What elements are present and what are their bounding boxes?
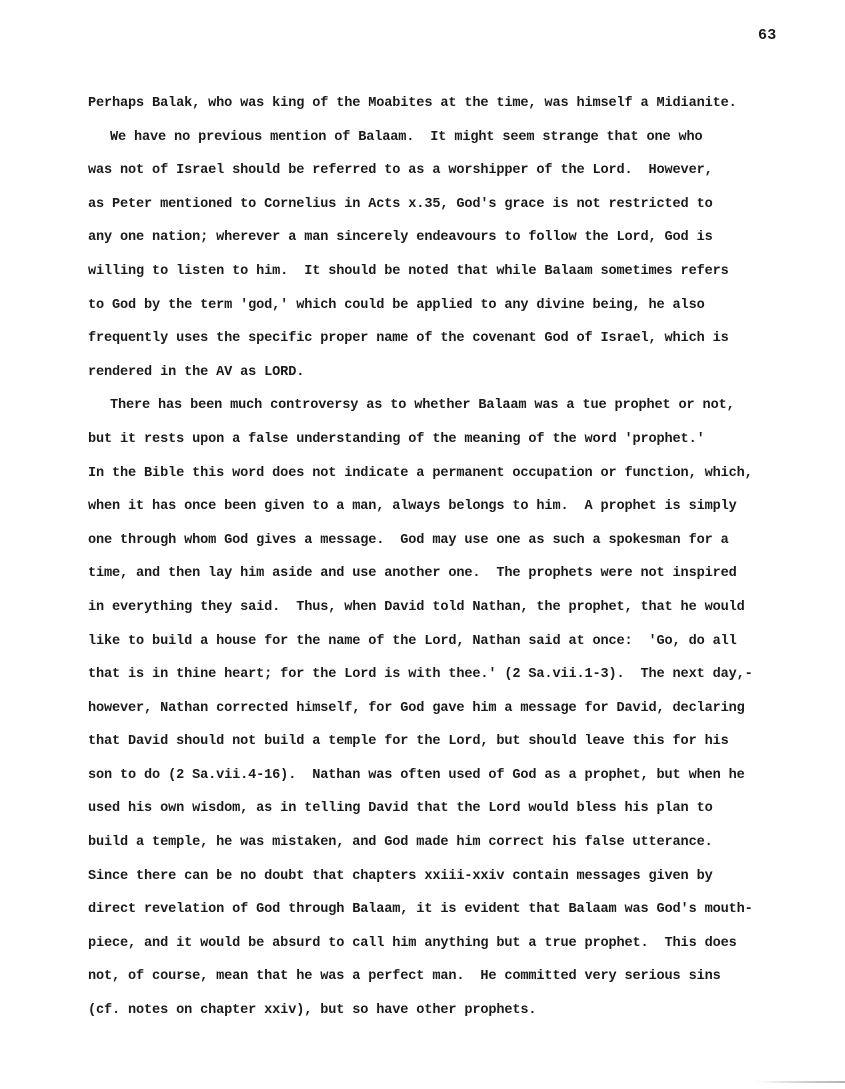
text-line: son to do (2 Sa.vii.4-16). Nathan was often used of God as a prophet, but when he [88, 767, 745, 783]
text-line: like to build a house for the name of the Lord, Nathan said at once: 'Go, do all [88, 633, 737, 649]
text-line: time, and then lay him aside and use another one. The prophets were not inspired [88, 566, 737, 582]
text-line: Perhaps Balak, who was king of the Moabites at the time, was himself a Midianite. [88, 96, 737, 111]
text-line: as Peter mentioned to Cornelius in Acts x.35, God's grace is not restricted to [88, 196, 713, 212]
text-line: In the Bible this word does not indicate a permanent occupation or function, which, [88, 465, 753, 481]
text-line: not, of course, mean that he was a perfect man. He committed very serious sins [88, 969, 721, 985]
text-line: used his own wisdom, as in telling David that the Lord would bless his plan to [88, 801, 713, 817]
text-line: when it has once been given to a man, always belongs to him. A prophet is simply [88, 499, 737, 515]
text-line: one through whom God gives a message. God may use one as such a spokesman for a [88, 532, 729, 548]
text-line: direct revelation of God through Balaam, it is evident that Balaam was God's mouth- [88, 902, 753, 918]
text-line: but it rests upon a false understanding of the meaning of the word 'prophet.' [88, 431, 705, 447]
text-line: that David should not build a temple for the Lord, but should leave this for his [88, 734, 729, 750]
page-number: 63 [758, 27, 777, 44]
text-line: in everything they said. Thus, when David told Nathan, the prophet, that he would [88, 599, 745, 615]
text-line: however, Nathan corrected himself, for God gave him a message for David, declaring [88, 700, 745, 716]
text-line: that is in thine heart; for the Lord is with thee.' (2 Sa.vii.1-3). The next day,- [88, 667, 753, 683]
text-line: build a temple, he was mistaken, and God made him correct his false utterance. [88, 835, 713, 851]
text-line: willing to listen to him. It should be noted that while Balaam sometimes refers [88, 263, 729, 279]
text-line: was not of Israel should be referred to as a worshipper of the Lord. However, [88, 163, 713, 179]
text-line: (cf. notes on chapter xxiv), but so have other prophets. [88, 1003, 537, 1019]
document-body [88, 91, 788, 1032]
text-line: piece, and it would be absurd to call him anything but a true prophet. This does [88, 935, 737, 951]
text-line: Since there can be no doubt that chapters xxiii-xxiv contain messages given by [88, 868, 713, 884]
text-line: There has been much controversy as to whether Balaam was a tue prophet or not, [110, 398, 735, 414]
text-line: rendered in the AV as LORD. [88, 364, 305, 380]
text-line: any one nation; wherever a man sincerely endeavours to follow the Lord, God is [88, 230, 713, 246]
scan-artifact [755, 1081, 845, 1083]
text-line: We have no previous mention of Balaam. It might seem strange that one who [110, 129, 703, 145]
text-line: frequently uses the specific proper name of the covenant God of Israel, which is [88, 331, 729, 347]
text-line: to God by the term 'god,' which could be applied to any divine being, he also [88, 297, 705, 313]
